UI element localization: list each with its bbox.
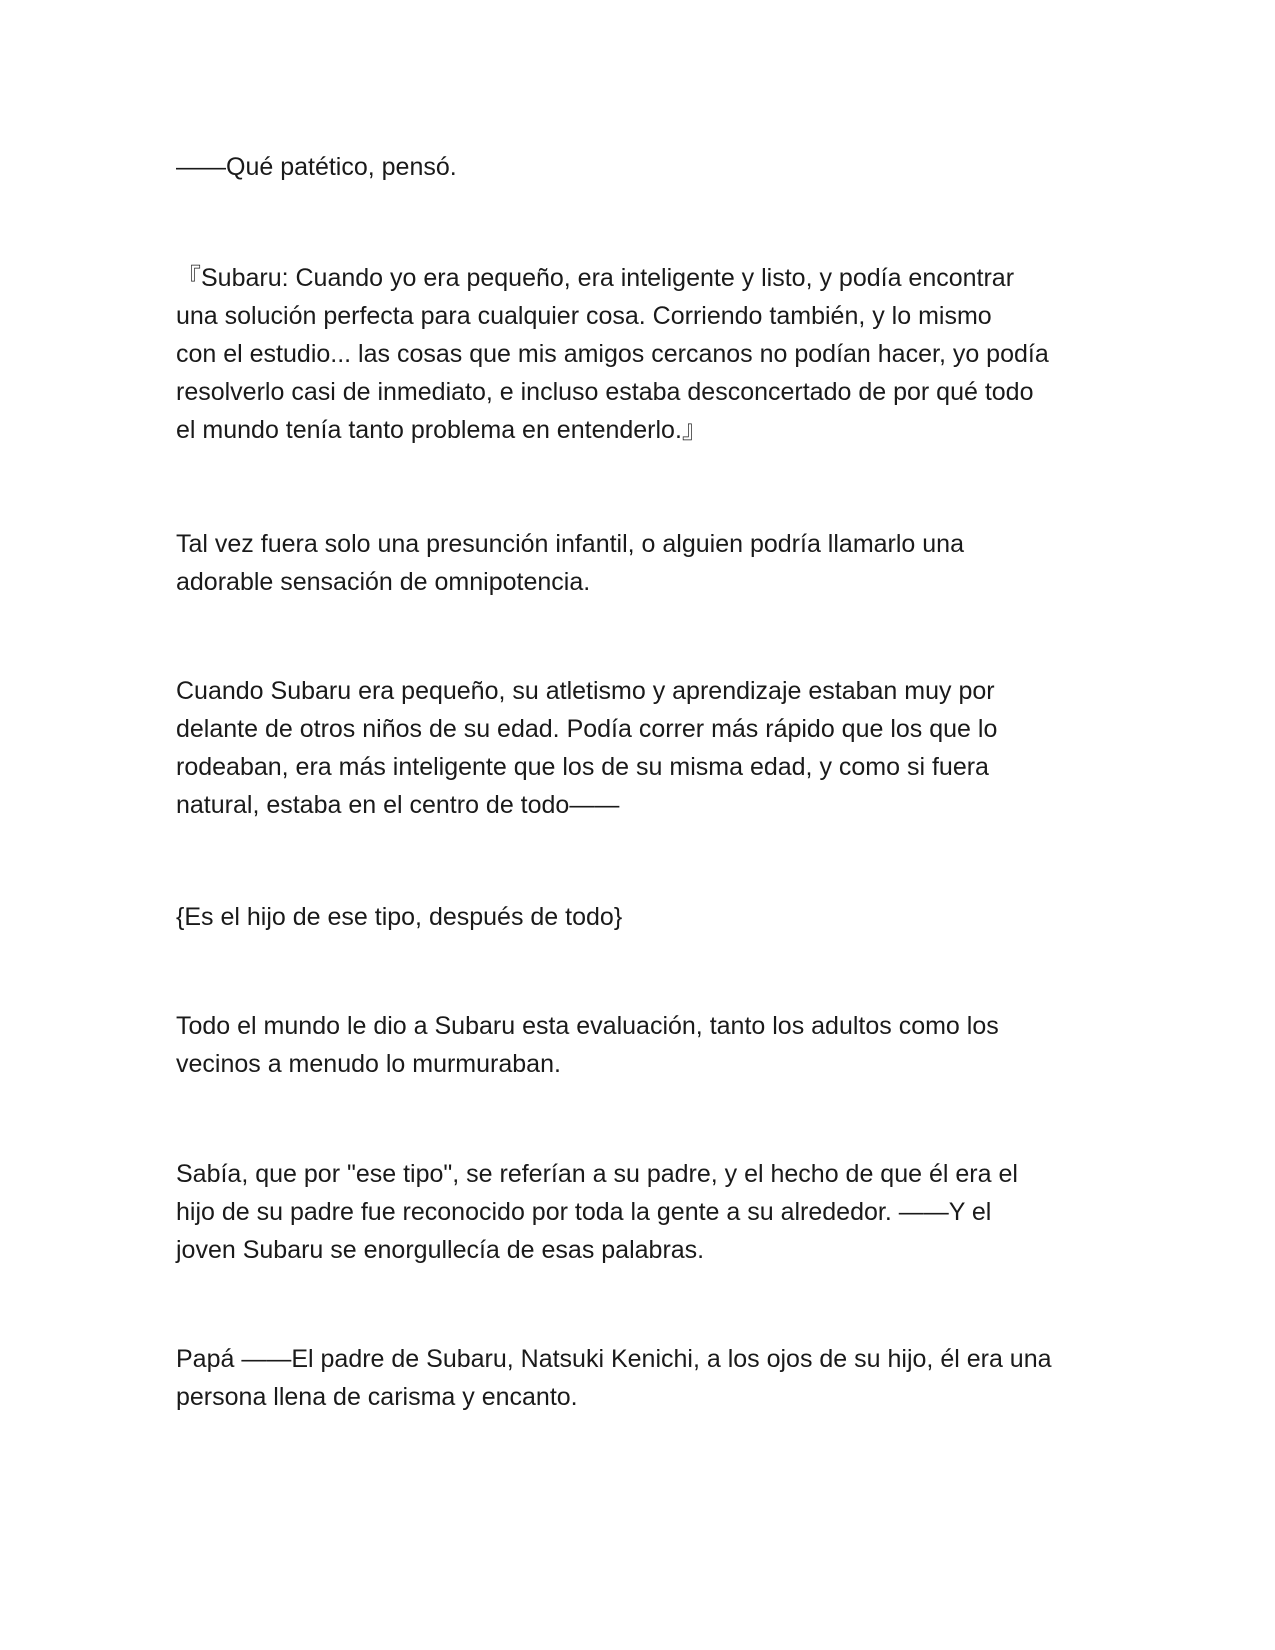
text-line: {Es el hijo de ese tipo, después de todo}	[176, 903, 623, 931]
paragraph-2	[176, 259, 1096, 449]
text-line: Papá ——El padre de Subaru, Natsuki Kenichi, a los ojos de su hijo, él era una	[176, 1345, 1052, 1373]
text-line: vecinos a menudo lo murmuraban.	[176, 1050, 561, 1078]
text-line: adorable sensación de omnipotencia.	[176, 568, 591, 596]
text-line: ——Qué patético, pensó.	[176, 153, 457, 181]
text-line: resolverlo casi de inmediato, e incluso estaba desconcertado de por qué todo	[176, 378, 1034, 406]
text-line: Todo el mundo le dio a Subaru esta evaluación, tanto los adultos como los	[176, 1012, 999, 1040]
paragraph-3	[176, 525, 1096, 601]
text-line: el mundo tenía tanto problema en entenderlo.』	[176, 416, 707, 444]
text-line: natural, estaba en el centro de todo——	[176, 791, 620, 819]
text-line: 『Subaru: Cuando yo era pequeño, era inteligente y listo, y podía encontrar	[176, 264, 1015, 292]
paragraph-5	[176, 898, 1096, 936]
paragraph-7	[176, 1155, 1096, 1269]
text-line: rodeaban, era más inteligente que los de su misma edad, y como si fuera	[176, 753, 989, 781]
text-line: con el estudio... las cosas que mis amigos cercanos no podían hacer, yo podía	[176, 340, 1049, 368]
text-line: joven Subaru se enorgullecía de esas palabras.	[176, 1236, 705, 1264]
text-line: persona llena de carisma y encanto.	[176, 1383, 578, 1411]
text-line: Sabía, que por "ese tipo", se referían a su padre, y el hecho de que él era el	[176, 1160, 1018, 1188]
paragraph-1	[176, 148, 1096, 186]
text-line: una solución perfecta para cualquier cosa. Corriendo también, y lo mismo	[176, 302, 992, 330]
paragraph-4	[176, 672, 1096, 824]
text-line: Cuando Subaru era pequeño, su atletismo y aprendizaje estaban muy por	[176, 677, 995, 705]
text-line: hijo de su padre fue reconocido por toda la gente a su alrededor. ——Y el	[176, 1198, 992, 1226]
paragraph-6	[176, 1007, 1096, 1083]
text-line: Tal vez fuera solo una presunción infantil, o alguien podría llamarlo una	[176, 530, 964, 558]
paragraph-8	[176, 1340, 1096, 1416]
text-line: delante de otros niños de su edad. Podía correr más rápido que los que lo	[176, 715, 998, 743]
